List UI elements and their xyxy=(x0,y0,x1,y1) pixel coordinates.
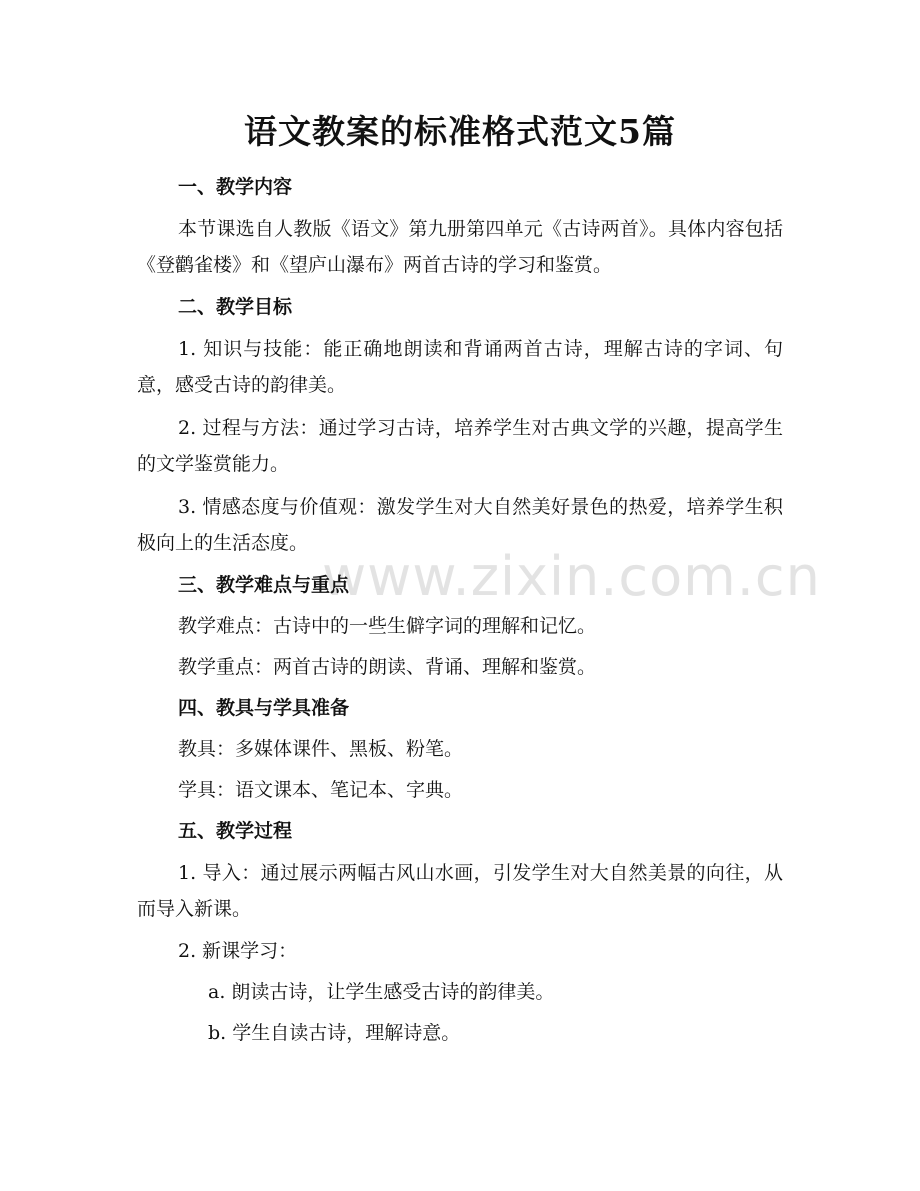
paragraph: 2. 过程与方法：通过学习古诗，培养学生对古典文学的兴趣，提高学生的文学鉴赏能力。 xyxy=(137,417,783,475)
paragraph: 2. 新课学习： xyxy=(178,940,298,962)
section-heading-process: 五、教学过程 xyxy=(178,820,293,842)
paragraph: 1. 知识与技能：能正确地朗读和背诵两首古诗，理解古诗的字词、句意，感受古诗的韵律美。 xyxy=(137,338,783,396)
section-heading-content: 一、教学内容 xyxy=(178,176,293,198)
paragraph: 3. 情感态度与价值观：激发学生对大自然美好景色的热爱，培养学生积极向上的生活态度。 xyxy=(137,496,783,554)
watermark: www.zixin.com.cn xyxy=(322,545,821,608)
paragraph: 学具：语文课本、笔记本、字典。 xyxy=(178,779,464,801)
paragraph: 1. 导入：通过展示两幅古风山水画，引发学生对大自然美景的向往，从而导入新课。 xyxy=(137,862,783,920)
list-item: b. 学生自读古诗，理解诗意。 xyxy=(208,1022,461,1044)
document-body xyxy=(137,170,783,1057)
section-heading-difficulties: 三、教学难点与重点 xyxy=(178,574,350,596)
paragraph: 教具：多媒体课件、黑板、粉笔。 xyxy=(178,738,464,760)
list-item: a. 朗读古诗，让学生感受古诗的韵律美。 xyxy=(208,981,555,1003)
paragraph: 教学难点：古诗中的一些生僻字词的理解和记忆。 xyxy=(178,615,597,637)
section-heading-materials: 四、教具与学具准备 xyxy=(178,697,350,719)
document-title: 语文教案的标准格式范文5篇 xyxy=(244,112,676,151)
paragraph: 教学重点：两首古诗的朗读、背诵、理解和鉴赏。 xyxy=(178,656,597,678)
paragraph: 本节课选自人教版《语文》第九册第四单元《古诗两首》。具体内容包括《登鹳雀楼》和《望庐山瀑布》两首古诗的学习和鉴赏。 xyxy=(137,218,783,276)
section-heading-objectives: 二、教学目标 xyxy=(178,296,293,318)
